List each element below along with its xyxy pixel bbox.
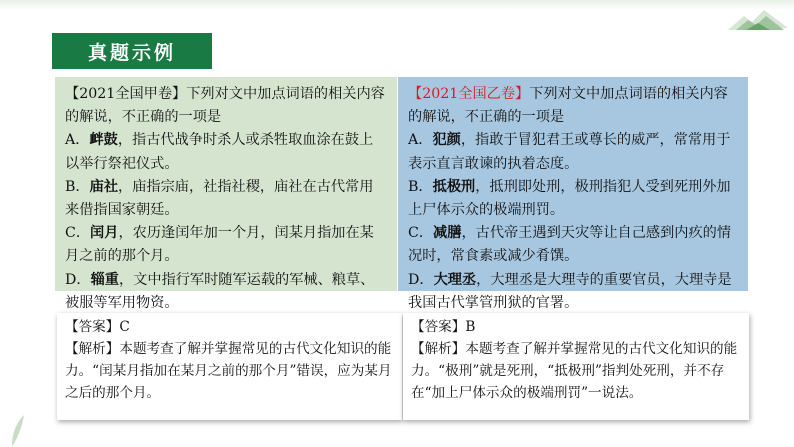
answer-label: 【答案】 — [411, 319, 466, 335]
section-title-text: 真题示例 — [87, 41, 176, 64]
mountain-logo-icon — [726, 6, 790, 32]
top-gradient-bar — [0, 0, 794, 10]
right-question-panel — [398, 77, 748, 311]
option-letter: B． — [408, 178, 433, 195]
left-question-panel — [55, 77, 397, 311]
corner-leaf-icon — [8, 409, 30, 447]
right-option-c — [408, 222, 738, 268]
option-text: ，指敢于冒犯君王或尊长的威严，常常用于表示直言敢谏的执着态度。 — [408, 132, 731, 172]
option-text: ，大理丞是大理寺的重要官员，大理寺是我国古代掌管刑狱的官署。 — [408, 271, 732, 311]
left-answer-box — [57, 313, 402, 420]
option-term: 闰月 — [90, 225, 119, 242]
left-option-b — [65, 176, 387, 222]
right-question-stem — [408, 83, 738, 129]
right-question-tag: 【2021全国乙卷】 — [408, 86, 530, 102]
right-answer-line — [411, 316, 741, 338]
right-analysis — [411, 338, 741, 404]
right-question-stem-text: 下列对文中加点词语的相关内容的解说，不正确的一项是 — [408, 86, 728, 126]
right-option-a — [408, 129, 738, 175]
option-letter: C． — [408, 225, 434, 242]
option-text: ，庙指宗庙，社指社稷，庙社在古代常用来借指国家朝廷。 — [65, 178, 374, 219]
left-question-stem — [65, 83, 387, 129]
analysis-text: 本题考查了解并掌握常见的古代文化知识的能力。“极刑”就是死刑，“抵极刑”指判处死刑，并不存在“加上尸体示众的极端刑罚”一说法。 — [411, 341, 738, 401]
option-letter: B． — [65, 178, 90, 195]
left-answer-line — [65, 316, 394, 338]
option-term: 大理丞 — [433, 271, 477, 288]
option-term: 犯颜 — [432, 132, 461, 149]
right-option-d — [408, 269, 738, 315]
option-text: ，抵刑即处刑，极刑指犯人受到死刑外加上尸体示众的极端刑罚。 — [408, 178, 731, 219]
option-letter: A． — [65, 132, 90, 149]
option-text: ，古代帝王遇到天灾等让自己感到内疚的情况时，常食素或减少肴馔。 — [408, 225, 732, 265]
option-letter: D． — [408, 271, 434, 288]
analysis-label: 【解析】 — [65, 341, 120, 357]
analysis-text: 本题考查了解并掌握常见的古代文化知识的能力。“闰某月指加在某月之前的那个月”错误，应为某月之后的那个月。 — [65, 341, 392, 401]
option-term: 减膳 — [433, 225, 462, 242]
option-letter: A． — [408, 132, 433, 149]
option-term: 抵极刑 — [432, 178, 476, 195]
option-text: ，指古代战争时杀人或杀牲取血涂在鼓上以举行祭祀仪式。 — [65, 132, 374, 172]
left-option-a — [65, 129, 387, 175]
option-letter: D． — [65, 271, 91, 288]
left-question-tag: 【2021全国甲卷】 — [65, 86, 187, 102]
option-text: ，文中指行军时随军运载的军械、粮草、被服等军用物资。 — [65, 271, 375, 311]
answer-value: B — [465, 319, 476, 335]
left-question-stem-text: 下列对文中加点词语的相关内容的解说，不正确的一项是 — [65, 86, 385, 126]
answer-label: 【答案】 — [65, 319, 120, 335]
left-analysis — [65, 338, 394, 404]
answer-value: C — [119, 319, 130, 335]
option-letter: C． — [65, 225, 91, 242]
option-term: 庙社 — [89, 178, 119, 195]
right-answer-box — [403, 313, 749, 420]
option-text: ，农历逢闰年加一个月，闰某月指加在某月之前的那个月。 — [65, 225, 374, 265]
left-option-c — [65, 222, 387, 268]
right-option-b — [408, 176, 738, 222]
analysis-label: 【解析】 — [411, 341, 466, 357]
left-option-d — [65, 269, 387, 315]
option-term: 辎重 — [90, 271, 119, 288]
option-term: 衅鼓 — [89, 132, 118, 149]
section-title — [52, 33, 212, 69]
